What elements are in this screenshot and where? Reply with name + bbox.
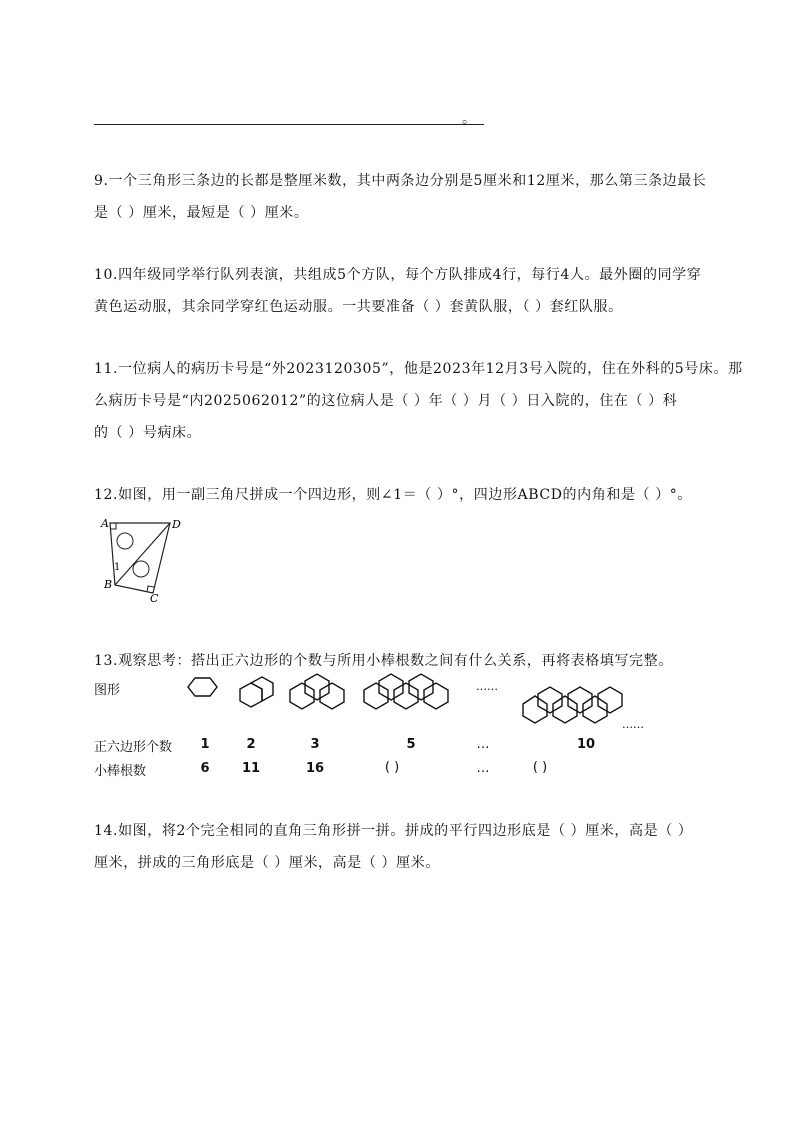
sticks-cell-ellipsis: …	[476, 761, 490, 776]
count-cell: 10	[576, 737, 596, 752]
sticks-blank[interactable]: ( )	[384, 760, 400, 775]
sticks-cell: 16	[305, 761, 325, 776]
count-cell: 2	[246, 737, 256, 752]
q9-line2: 是（ ）厘米，最短是（ ）厘米。	[94, 205, 309, 221]
vertex-b-label: B	[104, 578, 113, 591]
row-label-shape: 图形	[94, 683, 121, 698]
sticks-blank[interactable]: ( )	[532, 760, 548, 775]
q10-line1: 10.四年级同学举行队列表演，共组成5个方队，每个方队排成4行，每行4人。最外圈的同学穿	[94, 267, 702, 283]
hexagon-group-3	[290, 674, 344, 709]
sticks-cell: 11	[241, 761, 261, 776]
q11-line1: 11.一位病人的病历卡号是“外2023120305”，他是2023年12月3号入院的，住在外科的5号床。那	[94, 361, 743, 377]
q10-line2: 黄色运动服，其余同学穿红色运动服。一共要准备（ ）套黄队服，（ ）套红队服。	[94, 299, 623, 315]
hexagon-patterns	[180, 670, 650, 740]
vertex-c-label: C	[150, 592, 159, 602]
count-cell: 1	[200, 737, 210, 752]
q14-line2: 厘米，拼成的三角形底是（ ）厘米，高是（ ）厘米。	[94, 855, 440, 871]
count-cell: 5	[406, 737, 416, 752]
vertex-d-label: D	[172, 518, 181, 531]
q11-line2: 么病历卡号是“内2025062012”的这位病人是（ ）年（ ）月（ ）日入院的，住在（ ）科	[94, 393, 678, 409]
quadrilateral-figure	[92, 512, 192, 602]
pattern-ellipsis-mid: ……	[476, 680, 498, 693]
hexagon-group-1	[188, 678, 217, 696]
q14-line1: 14.如图，将2个完全相同的直角三角形拼一拼。拼成的平行四边形底是（ ）厘米，高是（ ）	[94, 823, 693, 839]
triangle-hole-right	[133, 561, 149, 577]
sticks-cell: 6	[200, 761, 210, 776]
hexagon-group-5	[364, 674, 448, 709]
triangle-hole-left	[117, 533, 133, 549]
diagonal-bd	[115, 523, 170, 585]
angle-1-label: 1	[114, 562, 121, 573]
answer-line	[94, 124, 484, 125]
q12-line1: 12.如图，用一副三角尺拼成一个四边形，则∠1＝（ ）°，四边形ABCD的内角和是（ ）°。	[94, 487, 692, 503]
count-cell: 3	[310, 737, 320, 752]
q9-line1: 9.一个三角形三条边的长都是整厘米数，其中两条边分别是5厘米和12厘米，那么第三条边最长	[94, 173, 707, 189]
hexagon-group-10	[523, 687, 622, 723]
row-label-sticks: 小棒根数	[94, 764, 147, 779]
sentence-end-mark: 。	[462, 111, 476, 127]
count-cell-ellipsis: …	[476, 737, 490, 752]
q11-line3: 的（ ）号病床。	[94, 425, 202, 441]
hexagon-group-2	[240, 677, 273, 707]
q13-line1: 13.观察思考：搭出正六边形的个数与所用小棒根数之间有什么关系，再将表格填写完整。	[94, 653, 673, 669]
row-label-count: 正六边形个数	[94, 740, 173, 755]
pattern-ellipsis-end: ……	[622, 718, 644, 731]
vertex-a-label: A	[101, 517, 109, 530]
